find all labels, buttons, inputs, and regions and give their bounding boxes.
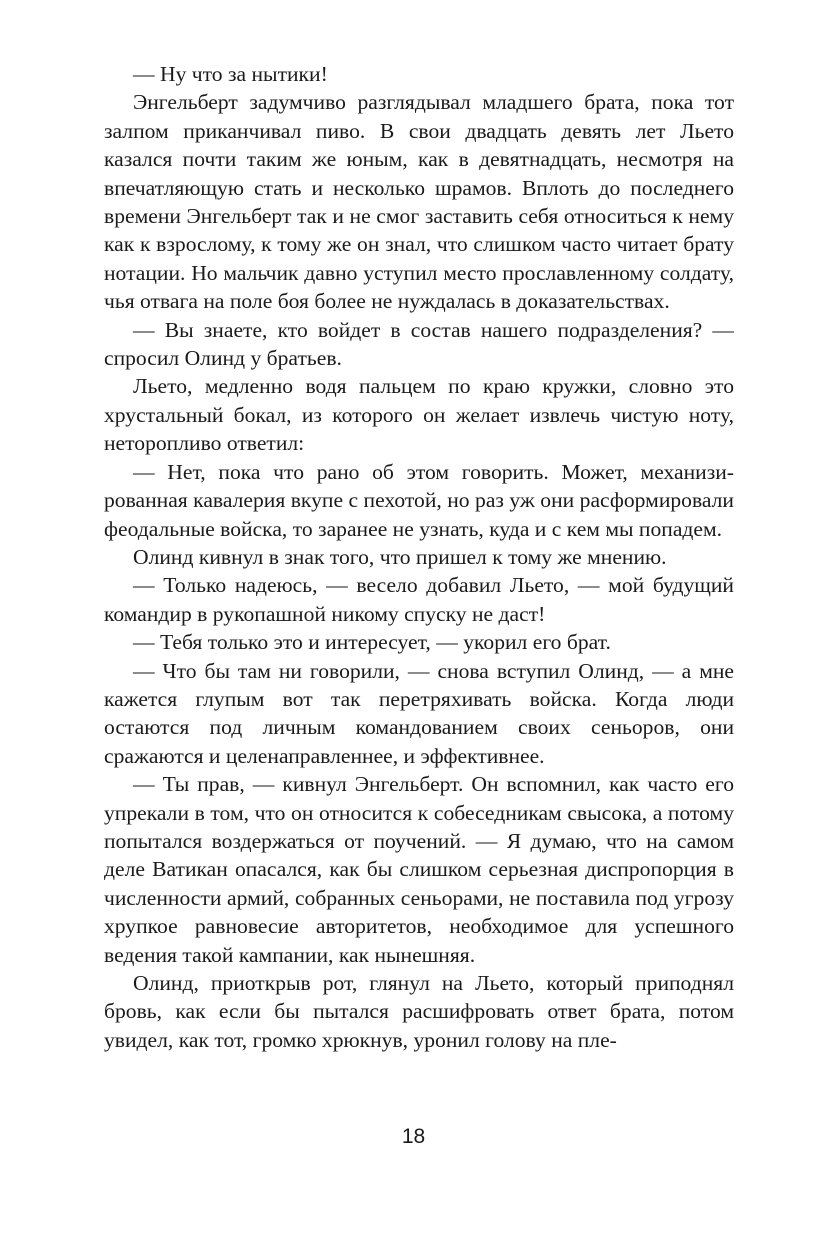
paragraph: — Нет, пока что рано об этом говорить. Может, механизированная кавалерия вкупе с пехотой, но раз уж они расформировали феодальные войска, то заранее не узнать, куда и с кем мы попадем.	[104, 459, 734, 541]
paragraph: Льето, медленно водя пальцем по краю кружки, словно это хрустальный бокал, из которого он желает извлечь чистую ноту, неторопливо ответил:	[104, 374, 734, 456]
paragraph: — Ну что за нытики!	[133, 62, 328, 86]
page-number: 18	[401, 1125, 426, 1148]
paragraph: Энгельберт задумчиво разглядывал младшего брата, пока тот залпом приканчивал пиво. В свои двадцать девять лет Льето казался почти таким же юным, как в девятнадцать, несмотря на впечатляющую стать и несколько шрамов. Вплоть до последнего времени Энгельберт так и не смог заставить себя относиться к нему как к взрослому, к тому же он знал, что слишком часто читает брату нотации. Но мальчик давно уступил место прославленному солдату, чья отвага на поле боя более не нуждалась в доказательствах.	[104, 90, 734, 314]
paragraph: — Только надеюсь, — весело добавил Льето, — мой будущий командир в рукопашной никому спуску не даст!	[104, 573, 734, 626]
body-text	[104, 60, 734, 1054]
paragraph: — Вы знаете, кто войдет в состав нашего подразделения? — спросил Олинд у братьев.	[104, 317, 734, 371]
paragraph: — Ты прав, — кивнул Энгельберт. Он вспомнил, как часто его упрекали в том, что он относится к собеседникам свысока, а потому попытался воздержаться от поучений. — Я думаю, что на самом деле Ватикан опасался, как бы слишком серьезная диспропорция в численности армий, собранных сеньорами, не поставила под угрозу хрупкое равновесие авторитетов, необходимое для успешного ведения такой кампании, как нынешняя.	[104, 772, 734, 967]
paragraph: Олинд, приоткрыв рот, глянул на Льето, который приподнял бровь, как если бы пытался расшифровать ответ брата, потом увидел, как тот, громко хрюкнув, уронил голову на пле-	[104, 971, 734, 1052]
paragraph: Олинд кивнул в знак того, что пришел к тому же мнению.	[133, 544, 667, 569]
paragraph: — Тебя только это и интересует, — укорил его брат.	[133, 630, 611, 655]
paragraph: — Что бы там ни говорили, — снова вступил Олинд, — а мне кажется глупым вот так перетряхивать войска. Когда люди остаются под личным командованием своих сеньоров, они сражаются и целенаправленнее, и эффективнее.	[104, 658, 734, 768]
